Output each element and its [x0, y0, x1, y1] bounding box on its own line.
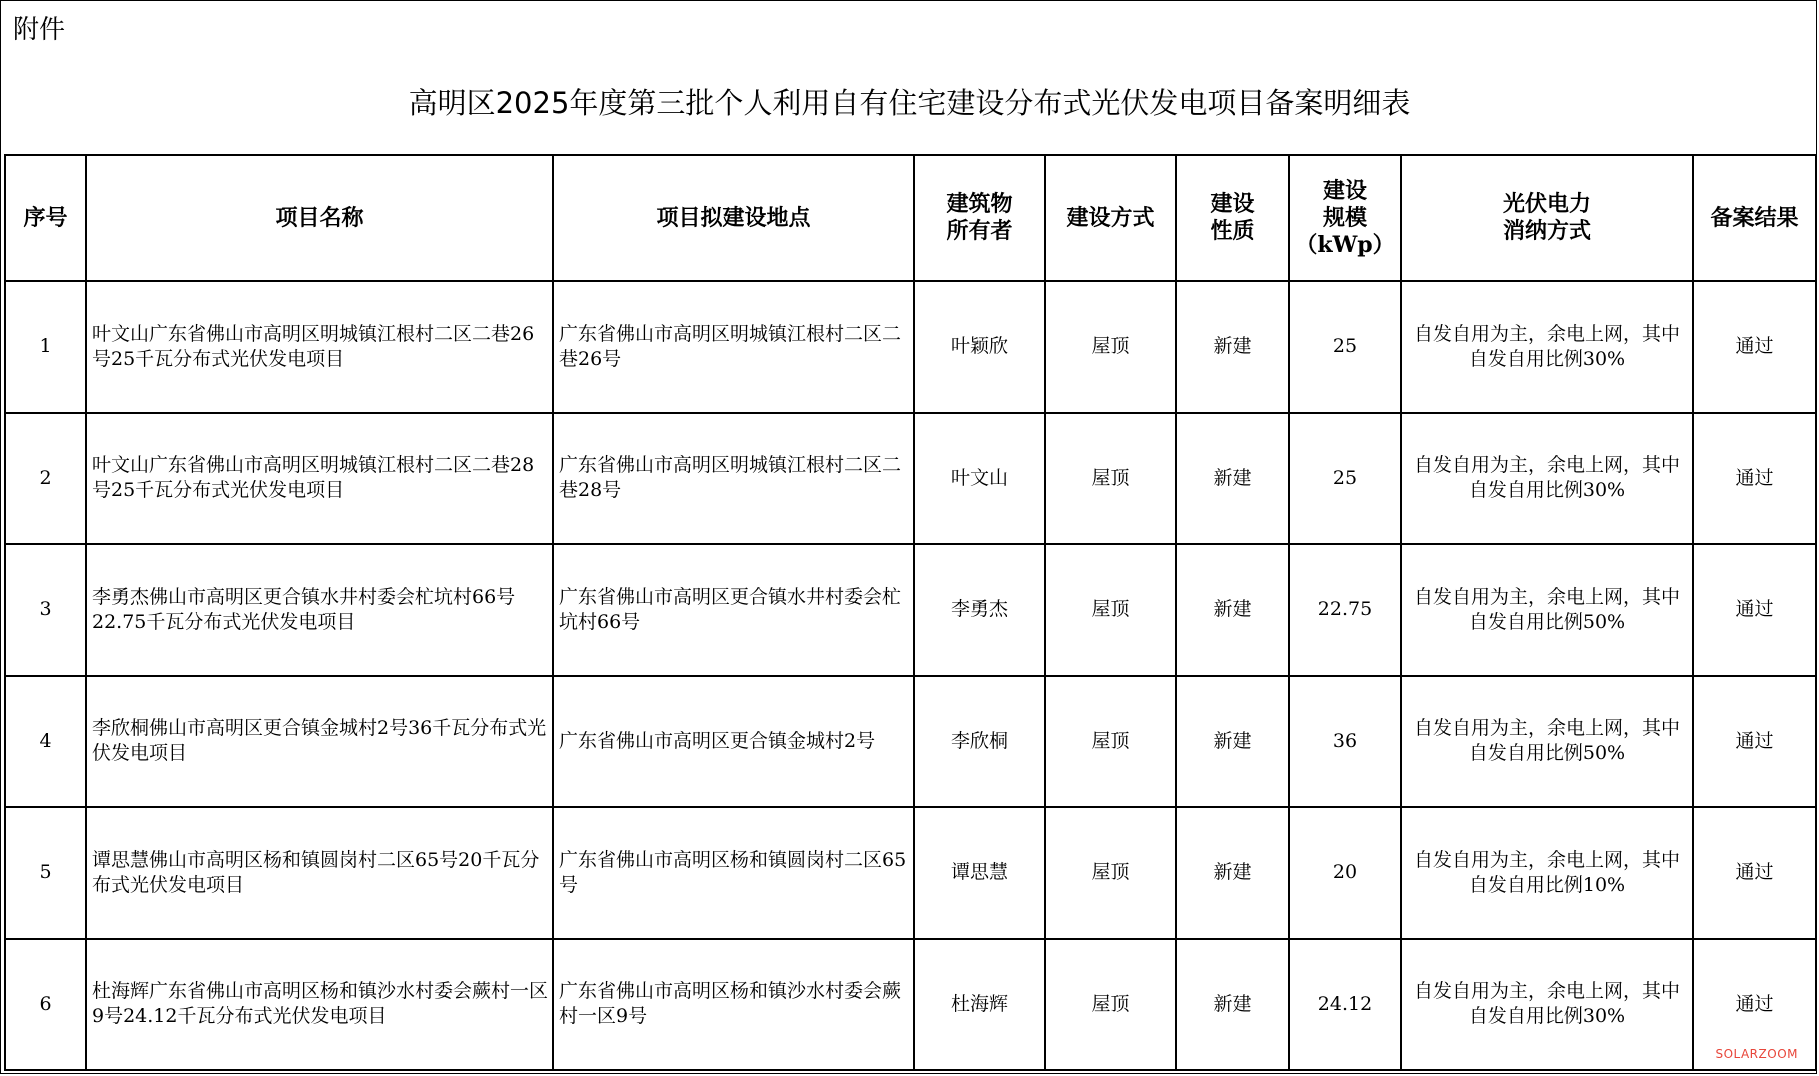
cell-name: 叶文山广东省佛山市高明区明城镇江根村二区二巷28号25千瓦分布式光伏发电项目 [86, 413, 553, 545]
header-consumption: 光伏电力 消纳方式 [1401, 155, 1693, 281]
cell-consumption [1401, 413, 1693, 545]
cell-nature: 新建 [1176, 807, 1289, 939]
cell-consumption [1401, 939, 1693, 1071]
cell-location: 广东省佛山市高明区明城镇江根村二区二巷28号 [553, 413, 914, 545]
cell-result: 通过 [1693, 281, 1816, 413]
table-row [5, 413, 1816, 545]
cell-nature: 新建 [1176, 939, 1289, 1071]
cell-scale: 20 [1289, 807, 1401, 939]
header-scale: 建设 规模 （kWp） [1289, 155, 1401, 281]
cell-location: 广东省佛山市高明区明城镇江根村二区二巷26号 [553, 281, 914, 413]
cell-location: 广东省佛山市高明区杨和镇沙水村委会蕨村一区9号 [553, 939, 914, 1071]
cell-location: 广东省佛山市高明区杨和镇圆岗村二区65号 [553, 807, 914, 939]
cell-scale: 22.75 [1289, 544, 1401, 676]
cell-no: 1 [5, 281, 86, 413]
cell-name: 杜海辉广东省佛山市高明区杨和镇沙水村委会蕨村一区9号24.12千瓦分布式光伏发电项目 [86, 939, 553, 1071]
cell-nature: 新建 [1176, 413, 1289, 545]
header-result: 备案结果 [1693, 155, 1816, 281]
consumption-line-2: 自发自用比例50% [1468, 610, 1626, 633]
cell-location: 广东省佛山市高明区更合镇金城村2号 [553, 676, 914, 808]
cell-location: 广东省佛山市高明区更合镇水井村委会杧坑村66号 [553, 544, 914, 676]
table-row [5, 281, 1816, 413]
cell-owner: 李勇杰 [914, 544, 1045, 676]
page-title: 高明区2025年度第三批个人利用自有住宅建设分布式光伏发电项目备案明细表 [408, 86, 1411, 120]
cell-consumption [1401, 281, 1693, 413]
cell-method: 屋顶 [1045, 807, 1176, 939]
table-row [5, 676, 1816, 808]
cell-nature: 新建 [1176, 676, 1289, 808]
consumption-line-1: 自发自用为主，余电上网，其中 [1413, 454, 1680, 477]
cell-no: 2 [5, 413, 86, 545]
cell-method: 屋顶 [1045, 413, 1176, 545]
cell-name: 李勇杰佛山市高明区更合镇水井村委会杧坑村66号22.75千瓦分布式光伏发电项目 [86, 544, 553, 676]
record-table [4, 154, 1817, 1071]
table-header-row [5, 155, 1816, 281]
cell-scale: 24.12 [1289, 939, 1401, 1071]
cell-no: 5 [5, 807, 86, 939]
consumption-line-1: 自发自用为主，余电上网，其中 [1413, 322, 1680, 345]
table-row [5, 544, 1816, 676]
table-row [5, 807, 1816, 939]
cell-name: 李欣桐佛山市高明区更合镇金城村2号36千瓦分布式光伏发电项目 [86, 676, 553, 808]
cell-method: 屋顶 [1045, 281, 1176, 413]
cell-name: 叶文山广东省佛山市高明区明城镇江根村二区二巷26号25千瓦分布式光伏发电项目 [86, 281, 553, 413]
cell-consumption [1401, 676, 1693, 808]
cell-scale: 25 [1289, 281, 1401, 413]
cell-name: 谭思慧佛山市高明区杨和镇圆岗村二区65号20千瓦分布式光伏发电项目 [86, 807, 553, 939]
header-name: 项目名称 [86, 155, 553, 281]
cell-result: 通过 [1693, 807, 1816, 939]
cell-result: 通过 [1693, 413, 1816, 545]
consumption-line-2: 自发自用比例10% [1468, 873, 1626, 896]
consumption-line-1: 自发自用为主，余电上网，其中 [1413, 848, 1680, 871]
consumption-line-2: 自发自用比例50% [1468, 742, 1626, 765]
solarzoom-watermark: SOLARZOOM [1715, 1047, 1798, 1061]
cell-owner: 叶文山 [914, 413, 1045, 545]
cell-method: 屋顶 [1045, 544, 1176, 676]
cell-method: 屋顶 [1045, 939, 1176, 1071]
cell-result: 通过 [1693, 939, 1816, 1071]
cell-method: 屋顶 [1045, 676, 1176, 808]
attachment-label: 附件 [13, 15, 66, 45]
consumption-line-1: 自发自用为主，余电上网，其中 [1413, 980, 1680, 1003]
cell-owner: 谭思慧 [914, 807, 1045, 939]
cell-nature: 新建 [1176, 281, 1289, 413]
consumption-line-1: 自发自用为主，余电上网，其中 [1413, 585, 1680, 608]
table-row [5, 939, 1816, 1071]
header-method: 建设方式 [1045, 155, 1176, 281]
consumption-line-2: 自发自用比例30% [1468, 1005, 1626, 1028]
consumption-line-2: 自发自用比例30% [1468, 479, 1626, 502]
cell-no: 4 [5, 676, 86, 808]
cell-nature: 新建 [1176, 544, 1289, 676]
cell-no: 3 [5, 544, 86, 676]
cell-no: 6 [5, 939, 86, 1071]
header-no: 序号 [5, 155, 86, 281]
cell-scale: 36 [1289, 676, 1401, 808]
cell-result: 通过 [1693, 676, 1816, 808]
consumption-line-2: 自发自用比例30% [1468, 347, 1626, 370]
cell-consumption [1401, 544, 1693, 676]
cell-consumption [1401, 807, 1693, 939]
cell-owner: 叶颖欣 [914, 281, 1045, 413]
cell-owner: 李欣桐 [914, 676, 1045, 808]
consumption-line-1: 自发自用为主，余电上网，其中 [1413, 717, 1680, 740]
header-nature: 建设 性质 [1176, 155, 1289, 281]
cell-scale: 25 [1289, 413, 1401, 545]
header-owner: 建筑物 所有者 [914, 155, 1045, 281]
cell-result: 通过 [1693, 544, 1816, 676]
cell-owner: 杜海辉 [914, 939, 1045, 1071]
header-location: 项目拟建设地点 [553, 155, 914, 281]
